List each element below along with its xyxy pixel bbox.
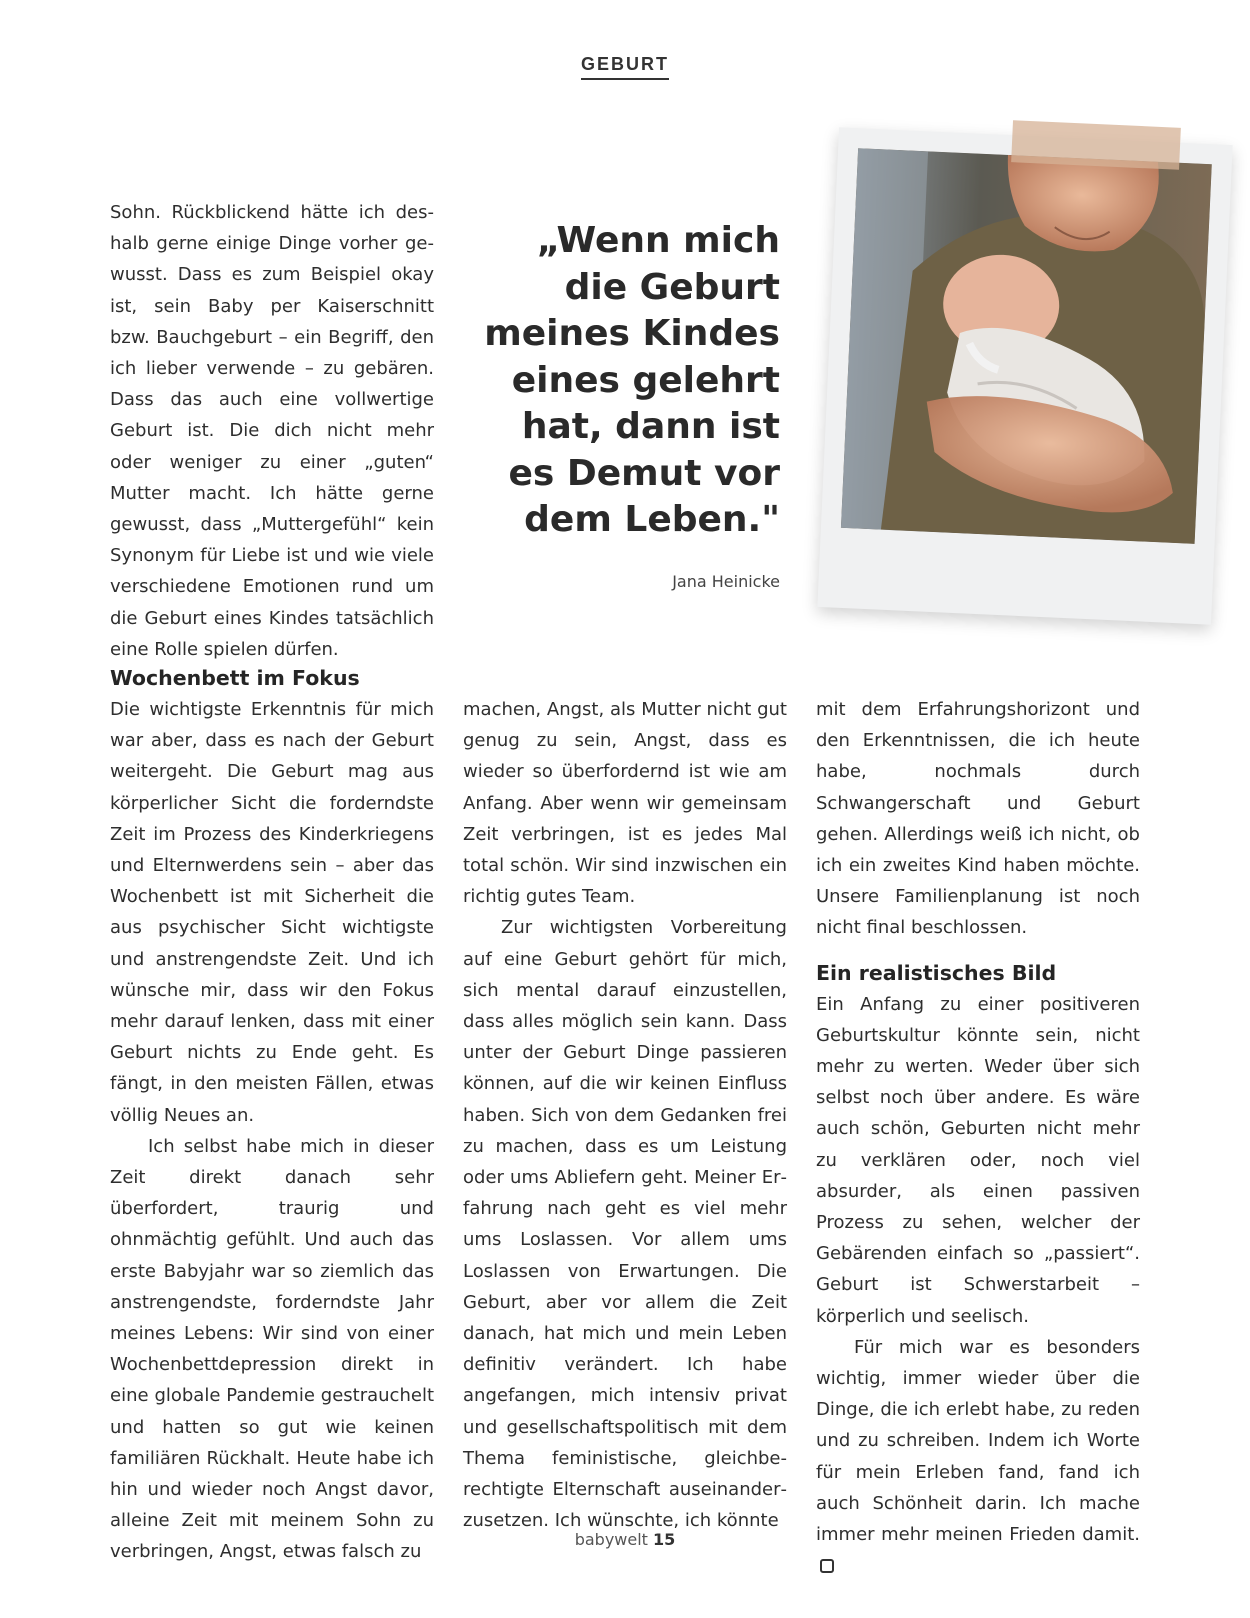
- column-2: [463, 694, 787, 1536]
- pull-quote: „Wenn mich die Geburt meines Kindes eines gelehrt hat, dann ist es Demut vor dem Leben.": [484, 220, 780, 540]
- magazine-name: babywelt: [574, 1530, 648, 1549]
- section-title: GEBURT: [581, 54, 669, 80]
- page-footer: [0, 1530, 1250, 1549]
- paragraph-text: Für mich war es besonders wichtig, immer wieder über die Dinge, die ich erlebt habe, zu reden und zu schreiben. Indem ich Worte für mein Erleben fand, fand ich auch Schönheit darin. Ich mache immer mehr meinen Frieden damit.: [816, 1336, 1140, 1546]
- page-number: 15: [653, 1530, 676, 1549]
- intro-column: [110, 197, 434, 665]
- photo-illustration: [841, 148, 1212, 544]
- paragraph: Ich selbst habe mich in dieser Zeit direkt danach sehr überfordert, traurig und ohnmächtig gefühlt. Und auch das erste Babyjahr war so ziemlich das anstrengendste, forderndste Jahr meines Lebens: Wir sind von einer Wochenbettdepression direkt in eine globale Pandemie gestrauchelt und hatten so gut wie keinen familiären Rückhalt. Heute habe ich hin und wieder noch Angst davor, alleine Zeit mit meinem Sohn zu verbringen, Angst, etwas falsch zu: [110, 1135, 434, 1563]
- paragraph: machen, Angst, als Mutter nicht gut genug zu sein, Angst, dass es wieder so überfordernd ist wie am Anfang. Aber wenn wir gemeinsam Zeit verbringen, ist es jedes Mal total schön. Wir sind inzwischen ein richtig gutes Team.: [463, 699, 787, 908]
- paragraph: Ein Anfang zu einer positiveren Geburtskultur könnte sein, nicht mehr zu werten. Weder über sich selbst noch über andere. Es wäre auch schön, Geburten nicht mehr zu verklären oder, noch viel absurder, als einen passiven Prozess zu sehen, welcher der Gebärenden einfach so „passiert“. Geburt ist Schwerstarbeit – körperlich und seelisch.: [816, 993, 1140, 1327]
- quote-author: Jana Heinicke: [672, 572, 780, 591]
- intro-paragraph: Sohn. Rückblickend hätte ich deshalb gerne einige Dinge vorher gewusst. Dass es zum Beispiel okay ist, sein Baby per Kaiserschnitt bzw. Bauchgeburt – ein Begriff, den ich lieber verwende – zu gebären. Dass das auch eine vollwertige Geburt ist. Die dich nicht mehr oder weniger zu einer „guten“ Mutter macht. Ich hätte gerne gewusst, dass „Muttergefühl“ kein Synonym für Liebe ist und wie viele verschiedene Emotionen rund um die Geburt eines Kindes tatsächlich eine Rolle spielen dürfen.: [110, 202, 434, 660]
- tape-strip: [1011, 120, 1181, 170]
- column-1: [110, 663, 434, 1568]
- square-end-icon: [820, 1559, 834, 1573]
- paragraph: Zur wichtigsten Vorbereitung auf eine Geburt gehört für mich, sich mental darauf einzustellen, dass alles möglich sein kann. Dass unter der Geburt Dinge passieren können, auf die wir keinen Einfluss haben. Sich von dem Gedanken frei zu machen, dass es um Leistung oder ums Abliefern geht. Meiner Erfahrung nach geht es viel mehr ums Loslassen. Vor allem ums Loslassen von Erwartungen. Die Geburt, aber vor allem die Zeit danach, hat mich und mein Leben definitiv verändert. Ich habe angefangen, mich intensiv privat und gesellschaftspolitisch mit dem Thema feministische, gleichberechtigte Elternschaft auseinanderzusetzen. Ich wünschte, ich könnte: [463, 917, 787, 1532]
- photo-father-holding-newborn: [841, 148, 1212, 544]
- heading-wochenbett: Wochenbett im Fokus: [110, 666, 360, 690]
- heading-realistisches-bild: Ein realistisches Bild: [816, 960, 1057, 985]
- column-3: [816, 694, 1140, 1581]
- polaroid-photo-frame: [817, 127, 1232, 624]
- paragraph: mit dem Erfahrungshorizont und den Erkenntnissen, die ich heute habe, nochmals durch Schwangerschaft und Geburt gehen. Allerdings weiß ich nicht, ob ich ein zweites Kind haben möchte. Unsere Familienplanung ist noch nicht final beschlossen.: [816, 699, 1140, 939]
- section-label: [0, 54, 1250, 80]
- paragraph: Die wichtigste Erkenntnis für mich war aber, dass es nach der Geburt weitergeht. Die Geburt mag aus körperlicher Sicht die forderndste Zeit im Prozess des Kinderkriegens und Elternwerdens sein – aber das Wochenbett ist mit Sicherheit die aus psychischer Sicht wichtigste und anstrengendste Zeit. Und ich wünsche mir, dass wir den Fokus mehr darauf lenken, dass mit einer Geburt nichts zu Ende geht. Es fängt, in den meisten Fällen, etwas völlig Neues an.: [110, 699, 434, 1126]
